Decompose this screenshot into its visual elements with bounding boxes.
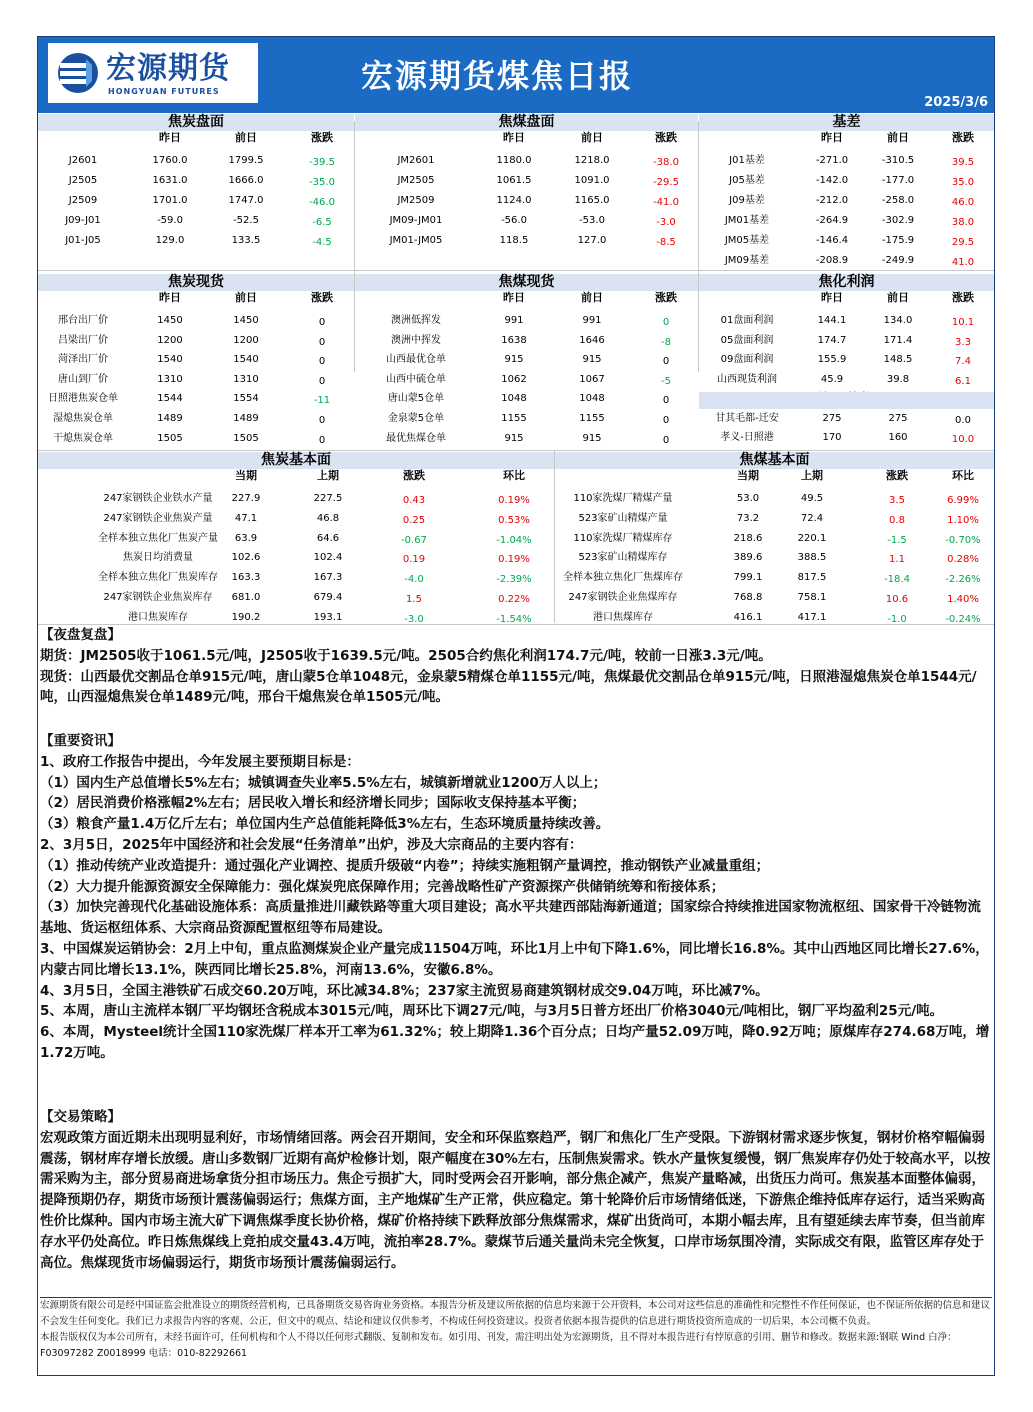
coal-fundamentals-value-2: 49.5: [800, 493, 824, 504]
coke-futures-value-2: 1747.0: [228, 195, 264, 206]
coal-fundamentals-pct-change: 1.40%: [947, 594, 979, 605]
coke-fundamentals-pct-change: 0.53%: [498, 514, 530, 526]
report-date: 2025/3/6: [924, 95, 988, 110]
coal-fundamentals-value-2: 388.5: [797, 552, 827, 564]
coal-fundamentals-value-2: 220.1: [797, 532, 827, 544]
coke-fundamentals-value-2: 64.6: [316, 532, 340, 544]
coal-futures-row-label: JM2509: [397, 195, 435, 206]
coke-fundamentals-value-1: 102.6: [231, 552, 261, 564]
coal-futures-value-1: 118.5: [499, 235, 529, 246]
coking-profit-col-header: 涨跌: [952, 291, 974, 304]
coal-fundamentals-title: 焦煤基本面: [555, 452, 994, 469]
report-header: [38, 37, 994, 113]
coke-fundamentals-pct-change: -1.54%: [496, 613, 532, 625]
coke-spot-value-2: 1489: [233, 413, 259, 424]
coke-spot-row-label: 吕梁出厂价: [58, 334, 108, 346]
important-news-line: （2）大力提升能源资源安全保障能力：强化煤炭兜底保障作用；完善战略性矿产资源探产供储销统筹和衔接体系；: [40, 878, 725, 895]
coal-futures-row-label: JM2601: [397, 155, 435, 166]
logo-chinese: 宏源期货: [106, 51, 230, 86]
coke-spot-value-1: 1540: [157, 354, 183, 366]
coke-spot-value-1: 1310: [157, 373, 183, 385]
coal-futures-value-1: 1061.5: [496, 175, 532, 186]
coal-spot-row-label: 山西最优仓单: [386, 354, 446, 366]
basis-col-header: 涨跌: [952, 131, 974, 144]
coke-spot-col-header: 前日: [235, 291, 257, 304]
coal-fundamentals-change: 3.5: [889, 495, 905, 506]
coal-futures-title: 焦煤盘面: [355, 114, 698, 131]
coking-profit-value-1: 45.9: [820, 373, 844, 385]
coke-spot-value-2: 1450: [233, 315, 259, 326]
freight-change: 10.0: [951, 434, 975, 445]
coke-futures-value-1: 1760.0: [152, 155, 188, 166]
coke-fundamentals-value-2: 227.5: [313, 493, 343, 504]
coke-fundamentals-row-label: 247家钢铁企业铁水产量: [103, 493, 213, 504]
basis-row-label: J09基差: [729, 195, 765, 206]
coke-fundamentals-change: -4.0: [404, 574, 424, 586]
coke-futures-value-1: 1701.0: [152, 195, 188, 206]
coke-futures-value-2: 133.5: [231, 235, 261, 246]
coke-fundamentals-change: 0.19: [402, 554, 426, 566]
coal-fundamentals-value-1: 768.8: [733, 592, 763, 603]
coal-futures-value-2: 1218.0: [574, 155, 610, 166]
freight-value-2: 160: [888, 432, 908, 443]
basis-value-1: -142.0: [815, 175, 849, 186]
basis-row-label: J01基差: [729, 155, 765, 166]
coal-futures-col-header: 涨跌: [655, 131, 677, 144]
coke-futures-value-1: -59.0: [157, 215, 183, 226]
coal-spot-value-2: 1646: [579, 334, 605, 346]
coke-futures-row-label: J01-J05: [65, 235, 101, 246]
coke-fundamentals-value-2: 167.3: [313, 572, 343, 584]
important-news-line: 2、3月5日，2025年中国经济和社会发展“任务清单”出炉，涉及大宗商品的主要内容有：: [40, 836, 583, 853]
coal-spot-value-2: 915: [582, 432, 602, 444]
coal-fundamentals-value-1: 218.6: [733, 532, 763, 544]
coking-profit-row-label: 01盘面利润: [720, 315, 774, 326]
coking-profit-value-1: 144.1: [817, 315, 847, 326]
coke-spot-value-1: 1489: [157, 413, 183, 424]
important-news-line: （3）加快完善现代化基础设施体系：高质量推进川藏铁路等重大项目建设；高水平共建西部陆海新通道；国家综合持续推进国家物流枢纽、国家骨干冷链物流基地、货运枢纽体系、大宗商品资源配置枢纽等布局建设。: [40, 899, 981, 937]
coking-profit-value-1: 155.9: [817, 354, 847, 366]
coal-fundamentals-row-label: 247家钢铁企业焦煤库存: [568, 592, 678, 603]
coke-futures-row-label: J09-J01: [65, 215, 101, 226]
coke-spot-change: 0: [318, 356, 326, 368]
coke-fundamentals-value-1: 190.2: [231, 611, 261, 623]
coke-spot-row-label: 湿熄焦炭仓单: [53, 413, 113, 424]
coking-profit-value-2: 171.4: [883, 334, 913, 346]
coal-fundamentals-row-label: 全样本独立焦化厂焦煤库存: [563, 572, 683, 584]
coke-futures-value-1: 1631.0: [152, 175, 188, 186]
coal-futures-col-header: 前日: [581, 131, 603, 144]
basis-change: 46.0: [951, 197, 975, 208]
coke-spot-value-2: 1310: [233, 373, 259, 385]
coke-fundamentals-title: 焦炭基本面: [38, 452, 554, 469]
coke-spot-change: 0: [318, 415, 326, 426]
coal-spot-row-label: 澳洲中挥发: [391, 334, 441, 346]
coke-futures-change: -4.5: [312, 237, 332, 248]
basis-value-2: -302.9: [881, 215, 915, 226]
important-news-line: （2）居民消费价格涨幅2%左右；居民收入增长和经济增长同步；国际收支保持基本平衡；: [40, 795, 586, 812]
coke-futures-col-header: 昨日: [159, 131, 181, 144]
coal-spot-change: 0: [662, 317, 670, 328]
coal-spot-value-1: 915: [504, 432, 524, 444]
coke-fundamentals-row-label: 247家钢铁企业焦炭产量: [103, 512, 213, 524]
coking-profit-value-1: 174.7: [817, 334, 847, 346]
important-news-line: （1）国内生产总值增长5%左右；城镇调查失业率5.5%左右，城镇新增就业1200万人以上；: [40, 774, 607, 791]
important-news-line: （3）粮食产量1.4万亿斤左右；单位国内生产总值能耗降低3%左右，生态环境质量持续改善。: [40, 816, 610, 833]
coal-spot-value-1: 1638: [501, 334, 527, 346]
coal-spot-value-1: 915: [504, 354, 524, 366]
coke-spot-row-label: 干熄焦炭仓单: [53, 432, 113, 444]
logo-english: HONGYUAN FUTURES: [108, 87, 220, 96]
coal-spot-value-1: 991: [504, 315, 524, 326]
coal-fundamentals-col-header: 上期: [801, 469, 823, 482]
coal-futures-change: -38.0: [653, 157, 679, 168]
coal-spot-value-2: 1155: [579, 413, 605, 424]
coal-fundamentals-pct-change: 1.10%: [947, 514, 979, 526]
coke-futures-row-label: J2505: [68, 175, 98, 186]
coke-spot-row-label: 菏泽出厂价: [58, 354, 108, 366]
coal-fundamentals-change: -1.5: [887, 534, 907, 546]
coal-futures-value-2: 1091.0: [574, 175, 610, 186]
coking-profit-row-label: 09盘面利润: [720, 354, 774, 366]
coal-futures-value-1: 1180.0: [496, 155, 532, 166]
basis-value-2: -175.9: [881, 235, 915, 246]
coal-fundamentals-row-label: 110家洗煤厂精煤产量: [573, 493, 673, 504]
report-title: 宏源期货煤焦日报: [361, 57, 634, 95]
coke-futures-title: 焦炭盘面: [38, 114, 354, 131]
basis-value-2: -177.0: [881, 175, 915, 186]
basis-value-1: -264.9: [815, 215, 849, 226]
coal-fundamentals-value-2: 758.1: [797, 592, 827, 603]
coking-profit-row-label: 山西现货利润: [717, 373, 777, 385]
coal-fundamentals-col-header: 环比: [952, 469, 974, 482]
coke-spot-row-label: 邢台出厂价: [58, 315, 108, 326]
coke-spot-col-header: 昨日: [159, 291, 181, 304]
coke-futures-col-header: 涨跌: [311, 131, 333, 144]
coke-futures-value-2: 1799.5: [228, 155, 264, 166]
basis-change: 38.0: [951, 217, 975, 228]
coking-profit-value-2: 148.5: [883, 354, 913, 366]
coking-profit-change: 7.4: [955, 356, 971, 368]
freight-value-1: 275: [822, 413, 842, 424]
coke-fundamentals-change: 0.25: [402, 514, 426, 526]
basis-value-2: -310.5: [881, 155, 915, 166]
coal-fundamentals-value-1: 416.1: [733, 611, 763, 623]
coal-fundamentals-col-header: 当期: [737, 469, 759, 482]
coal-futures-change: -8.5: [656, 237, 676, 248]
coal-fundamentals-value-2: 72.4: [800, 512, 824, 524]
disclaimer: [40, 1297, 992, 1362]
coke-spot-change: 0: [318, 317, 326, 328]
coal-spot-row-label: 唐山蒙5仓单: [387, 393, 445, 405]
coal-spot-value-2: 1048: [579, 393, 605, 405]
basis-change: 39.5: [951, 157, 975, 168]
coal-spot-change: -8: [661, 336, 671, 348]
coal-fundamentals-value-1: 799.1: [733, 572, 763, 584]
basis-col-header: 昨日: [821, 131, 843, 144]
trading-strategy: [40, 1107, 992, 1273]
important-news-line: 5、本周，唐山主流样本钢厂平均钢坯含税成本3015元/吨，周环比下调27元/吨，与3月5日普方坯出厂价格3040元/吨相比，钢厂平均盈利25元/吨。: [40, 1003, 944, 1020]
coke-fundamentals-change: -0.67: [401, 534, 427, 546]
night-review-line: 期货：JM2505收于1061.5元/吨，J2505收于1639.5元/吨。2505合约焦化利润174.7元/吨，较前一日涨3.3元/吨。: [40, 647, 772, 664]
coke-spot-value-1: 1544: [157, 393, 183, 405]
coking-profit-value-2: 134.0: [883, 315, 913, 326]
coke-spot-value-1: 1450: [157, 315, 183, 326]
coke-spot-value-2: 1200: [233, 334, 259, 346]
coke-futures-change: -46.0: [309, 197, 335, 208]
coke-fundamentals-change: 0.43: [402, 495, 426, 506]
coke-futures-change: -6.5: [312, 217, 332, 228]
basis-value-2: -249.9: [881, 255, 915, 266]
row-divider: [38, 450, 994, 451]
coke-fundamentals-value-2: 102.4: [313, 552, 343, 564]
disclaimer-paragraph: 本报告版权仅为本公司所有，未经书面许可，任何机构和个人不得以任何形式翻版、复制和发布。如引用、刊发，需注明出处为宏源期货，且不得对本报告进行有悖原意的引用、删节和修改。数据来源:钢联 Wind 白净：F03097282 Z0018999 电话：010-82292661: [40, 1332, 957, 1359]
coke-fundamentals-pct-change: -2.39%: [496, 574, 532, 586]
coke-spot-change: -11: [313, 395, 331, 407]
coking-profit-change: 3.3: [955, 336, 971, 348]
coke-fundamentals-row-label: 247家钢铁企业焦炭库存: [103, 592, 213, 603]
coal-spot-change: 0: [662, 356, 670, 368]
basis-col-header: 前日: [887, 131, 909, 144]
coke-spot-row-label: 唐山到厂价: [58, 373, 108, 385]
coking-profit-col-header: 前日: [887, 291, 909, 304]
coal-fundamentals-col-header: 涨跌: [886, 469, 908, 482]
company-logo: [48, 43, 258, 103]
coal-fundamentals-pct-change: 0.28%: [947, 554, 979, 566]
coking-profit-title: 焦化利润: [699, 274, 994, 291]
row-divider: [38, 270, 994, 271]
coal-futures-change: -3.0: [656, 217, 676, 228]
coal-fundamentals-change: 1.1: [889, 554, 905, 566]
coke-fundamentals-value-2: 679.4: [313, 592, 343, 603]
basis-row-label: JM05基差: [724, 235, 770, 246]
coal-fundamentals-pct-change: -2.26%: [945, 574, 981, 586]
coal-spot-change: 0: [662, 415, 670, 426]
coke-fundamentals-col-header: 上期: [317, 469, 339, 482]
coke-futures-change: -35.0: [309, 177, 335, 188]
coal-futures-value-1: -56.0: [501, 215, 527, 226]
coal-futures-row-label: JM09-JM01: [389, 215, 443, 226]
report-frame: [37, 36, 995, 1376]
coal-fundamentals-change: 10.6: [885, 594, 909, 605]
coal-spot-row-label: 山西中硫仓单: [386, 373, 446, 385]
coal-fundamentals-value-1: 389.6: [733, 552, 763, 564]
night-review-line: 【夜盘复盘】: [40, 627, 121, 643]
coal-fundamentals-change: 0.8: [889, 514, 905, 526]
coal-spot-row-label: 金泉蒙5仓单: [387, 413, 445, 424]
coal-spot-change: -5: [661, 375, 671, 387]
coke-futures-value-2: 1666.0: [228, 175, 264, 186]
coal-spot-value-1: 1048: [501, 393, 527, 405]
coke-spot-change: 0: [318, 434, 326, 446]
coke-spot-value-1: 1505: [157, 432, 183, 444]
coal-fundamentals-row-label: 110家洗煤厂精煤库存: [573, 532, 673, 544]
coke-fundamentals-row-label: 港口焦炭库存: [128, 611, 188, 623]
coke-fundamentals-value-1: 163.3: [231, 572, 261, 584]
coke-futures-change: -39.5: [309, 157, 335, 168]
freight-row-label: 甘其毛都-迁安: [715, 413, 779, 424]
coke-spot-value-2: 1505: [233, 432, 259, 444]
important-news-line: 4、3月5日，全国主港铁矿石成交60.20万吨，环比减34.8%；237家主流贸易商建筑钢材成交9.04万吨，环比减7%。: [40, 982, 769, 999]
important-news-line: 3、中国煤炭运销协会：2月上中旬，重点监测煤炭企业产量完成11504万吨，环比1月上中旬下降1.6%，同比增长16.8%。其中山西地区同比增长27.6%，内蒙古同比增长13.1%，陕西同比增长25.8%，河南13.6%，安徽6.8%。: [40, 940, 989, 978]
coke-futures-value-2: -52.5: [233, 215, 259, 226]
coal-futures-row-label: JM2505: [397, 175, 435, 186]
coke-fundamentals-row-label: 全样本独立焦化厂焦炭库存: [98, 572, 218, 584]
basis-row-label: J05基差: [729, 175, 765, 186]
coke-spot-row-label: 日照港焦炭仓单: [48, 393, 118, 405]
coal-spot-change: 0: [662, 395, 670, 407]
coke-fundamentals-value-2: 193.1: [313, 611, 343, 623]
coal-fundamentals-change: -1.0: [887, 613, 907, 625]
coke-futures-row-label: J2601: [68, 155, 98, 166]
coal-spot-value-1: 1062: [501, 373, 527, 385]
basis-change: 35.0: [951, 177, 975, 188]
coking-profit-value-2: 39.8: [886, 373, 910, 385]
important-news-line: （1）推动传统产业改造提升：通过强化产业调控、提质升级破“内卷”；持续实施粗钢产量调控，推动钢铁产业减量重组；: [40, 857, 770, 874]
coke-futures-value-1: 129.0: [155, 235, 185, 246]
night-review: [40, 625, 992, 708]
coke-spot-title: 焦炭现货: [38, 274, 354, 291]
coke-fundamentals-change: -3.0: [404, 613, 424, 625]
coal-fundamentals-value-1: 73.2: [736, 512, 760, 524]
coal-futures-change: -41.0: [653, 197, 679, 208]
coal-futures-change: -29.5: [653, 177, 679, 188]
coke-spot-change: 0: [318, 336, 326, 348]
coking-profit-change: 10.1: [951, 317, 975, 328]
coke-spot-value-1: 1200: [157, 334, 183, 346]
coal-spot-change: 0: [662, 434, 670, 446]
coke-futures-row-label: J2509: [68, 195, 98, 206]
coking-profit-row-label: 05盘面利润: [720, 334, 774, 346]
basis-change: 29.5: [951, 237, 975, 248]
disclaimer-paragraph: 宏源期货有限公司是经中国证监会批准设立的期货经营机构，已具备期货交易咨询业务资格。本报告分析及建议所依据的信息均来源于公开资料，本公司对这些信息的准确性和完整性不作任何保证，也不保证所依据的信息和建议不会发生任何变化。我们已力求报告内容的客观、公正，但文中的观点、结论和建议仅供参考，不构成任何投资建议。投资者依据本报告提供的信息进行期货投资所造成的一切后果，本公司概不负责。: [40, 1300, 991, 1327]
coke-fundamentals-value-1: 227.9: [231, 493, 261, 504]
coke-fundamentals-pct-change: 0.22%: [498, 594, 530, 605]
basis-title: 基差: [699, 114, 994, 131]
coke-spot-value-2: 1540: [233, 354, 259, 366]
coal-fundamentals-row-label: 港口焦煤库存: [593, 611, 653, 623]
coal-fundamentals-row-label: 523家矿山精煤库存: [578, 552, 668, 564]
coal-spot-col-header: 涨跌: [655, 291, 677, 304]
coke-spot-col-header: 涨跌: [311, 291, 333, 304]
coal-spot-row-label: 最优焦煤仓单: [386, 432, 446, 444]
coking-profit-col-header: 昨日: [821, 291, 843, 304]
basis-value-1: -208.9: [815, 255, 849, 266]
coal-fundamentals-pct-change: -0.70%: [945, 534, 981, 546]
basis-value-1: -146.4: [815, 235, 849, 246]
basis-value-1: -271.0: [815, 155, 849, 166]
coal-spot-row-label: 澳洲低挥发: [391, 315, 441, 326]
coal-futures-value-2: -53.0: [579, 215, 605, 226]
coal-spot-col-header: 前日: [581, 291, 603, 304]
coke-fundamentals-value-1: 47.1: [234, 512, 258, 524]
coal-spot-value-1: 1155: [501, 413, 527, 424]
coal-futures-value-2: 127.0: [577, 235, 607, 246]
basis-change: 41.0: [951, 257, 975, 268]
coal-fundamentals-row-label: 523家矿山精煤产量: [578, 512, 668, 524]
night-review-line: 现货：山西最优交割品仓单915元/吨，唐山蒙5仓单1048元，金泉蒙5精煤仓单1155元/吨，焦煤最优交割品仓单915元/吨，日照港湿熄焦炭仓单1544元/吨，山西湿熄焦炭仓单1489元/吨，邢台干熄焦炭仓单1505元/吨。: [40, 668, 977, 706]
coal-spot-col-header: 昨日: [503, 291, 525, 304]
coking-profit-change: 6.1: [955, 375, 971, 387]
coal-fundamentals-pct-change: -0.24%: [945, 613, 981, 625]
coke-fundamentals-col-header: 涨跌: [403, 469, 425, 482]
basis-value-2: -258.0: [881, 195, 915, 206]
coal-futures-row-label: JM01-JM05: [389, 235, 443, 246]
coke-fundamentals-value-1: 63.9: [234, 532, 258, 544]
coal-spot-value-2: 1067: [579, 373, 605, 385]
coal-spot-value-2: 915: [582, 354, 602, 366]
coke-spot-change: 0: [318, 375, 326, 387]
trading-strategy-line: 【交易策略】: [40, 1109, 121, 1125]
basis-row-label: JM09基差: [724, 255, 770, 266]
coke-fundamentals-col-header: 环比: [503, 469, 525, 482]
freight-value-1: 170: [822, 432, 842, 443]
coal-futures-col-header: 昨日: [503, 131, 525, 144]
basis-value-1: -212.0: [815, 195, 849, 206]
freight-change: 0.0: [955, 415, 971, 426]
important-news-line: 1、政府工作报告中提出，今年发展主要预期目标是：: [40, 753, 360, 770]
coal-fundamentals-value-1: 53.0: [736, 493, 760, 504]
coke-spot-value-2: 1554: [233, 393, 259, 405]
coal-futures-value-1: 1124.0: [496, 195, 532, 206]
trading-strategy-line: 宏观政策方面近期未出现明显利好，市场情绪回落。两会召开期间，安全和环保监察趋严，钢厂和焦化厂生产受限。下游钢材需求逐步恢复，钢材价格窄幅偏弱震荡，钢材库存增长放缓。唐山多数钢厂近期有高炉检修计划，限产幅度在30%左右，压制焦炭需求。铁水产量恢复缓慢，钢厂焦炭库存仍处于较高水平，以按需采购为主，部分贸易商进场拿货分担市场压力。焦企亏损扩大，同时受两会召开影响，部分焦企减产，焦炭产量略减，出货压力尚可。焦炭基本面整体偏弱，提降预期仍存，期货市场预计震荡偏弱运行；焦煤方面，主产地煤矿生产正常，供应稳定。第十轮降价后市场情绪低迷，下游焦企维持低库存运行，适当采购高性价比煤种。国内市场主流大矿下调焦煤季度长协价格，煤矿价格持续下跌释放部分焦煤需求，煤矿出货尚可，本期小幅去库，且有望延续去库节奏，但当前库存水平仍处高位。昨日炼焦煤线上竞拍成交量43.4万吨，流拍率28.7%。蒙煤节后通关量尚未完全恢复，口岸市场氛围冷清，实际成交有限，监管区库存处于高位。焦煤现货市场偏弱运行，期货市场预计震荡偏弱运行。: [40, 1129, 991, 1271]
coke-futures-col-header: 前日: [235, 131, 257, 144]
coke-fundamentals-change: 1.5: [406, 594, 422, 605]
coke-fundamentals-pct-change: 0.19%: [498, 554, 530, 566]
coal-fundamentals-change: -18.4: [884, 574, 910, 586]
coal-futures-value-2: 1165.0: [574, 195, 610, 206]
freight-title: [699, 392, 994, 409]
coke-fundamentals-pct-change: 0.19%: [498, 495, 530, 506]
important-news-line: 6、本周，Mysteel统计全国110家洗煤厂样本开工率为61.32%；较上期降1.36个百分点；日均产量52.09万吨，降0.92万吨；原煤库存274.68万吨，增1.72万吨。: [40, 1024, 990, 1061]
coal-fundamentals-value-2: 417.1: [797, 611, 827, 623]
coke-fundamentals-pct-change: -1.04%: [496, 534, 532, 546]
coke-fundamentals-value-2: 46.8: [316, 512, 340, 524]
coal-fundamentals-value-2: 817.5: [797, 572, 827, 584]
coke-fundamentals-row-label: 全样本独立焦化厂焦炭产量: [98, 532, 218, 544]
coal-spot-title: 焦煤现货: [355, 274, 698, 291]
freight-row-label: 孝义-日照港: [720, 432, 774, 443]
coal-spot-value-2: 991: [582, 315, 602, 326]
coke-fundamentals-col-header: 当期: [235, 469, 257, 482]
coke-fundamentals-value-1: 681.0: [231, 592, 261, 603]
hongyuan-logo-icon: [56, 51, 100, 95]
important-news-line: 【重要资讯】: [40, 733, 121, 749]
basis-row-label: JM01基差: [724, 215, 770, 226]
freight-value-2: 275: [888, 413, 908, 424]
important-news: [40, 731, 992, 1064]
coal-fundamentals-pct-change: 6.99%: [947, 495, 979, 506]
coke-fundamentals-row-label: 焦炭日均消费量: [123, 552, 193, 564]
